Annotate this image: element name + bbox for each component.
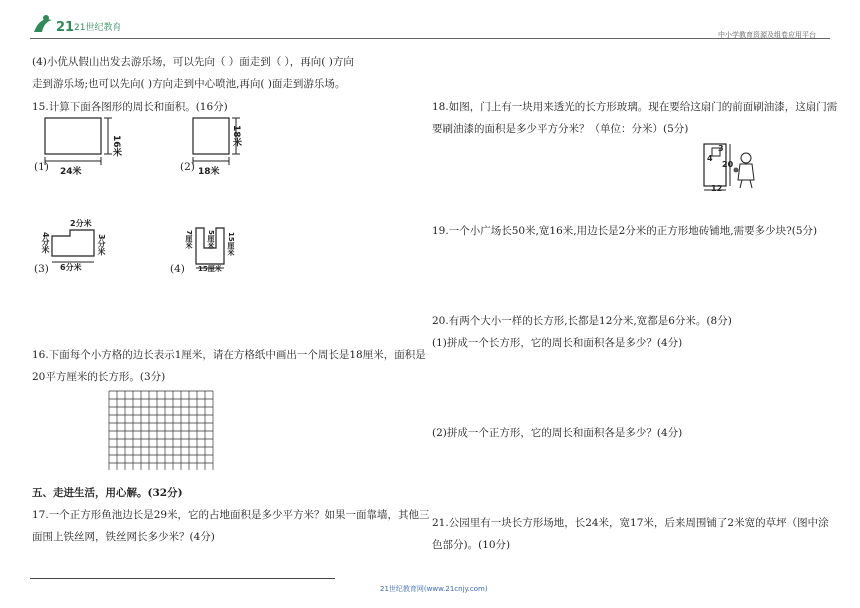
q17-line1: 17.一个正方形鱼池边长是29米，它的占地面积是多少平方米？如果一面靠墙，其他三 bbox=[32, 509, 430, 521]
fig1-label: (1) bbox=[34, 161, 49, 173]
header-platform-text: 中小学教育资源及组卷应用平台 bbox=[718, 31, 816, 39]
section5-heading: 五、走进生活，用心解。(32分) bbox=[32, 487, 183, 499]
fig4-middle-label: 5厘米 bbox=[207, 230, 215, 249]
fig4-bottom-label: 15厘米 bbox=[198, 265, 222, 273]
door-height-label: 20 bbox=[722, 160, 734, 169]
header-divider bbox=[30, 38, 830, 39]
q21-line2: 色部分)。(10分) bbox=[432, 539, 511, 551]
q21-line1: 21.公园里有一块长方形场地，长24米，宽17米，后来周围铺了2米宽的草坪（图中涂 bbox=[432, 517, 829, 529]
fig3-label: (3) bbox=[34, 263, 49, 275]
fig2-width-label: 18米 bbox=[198, 167, 220, 177]
site-logo bbox=[30, 12, 120, 40]
q17-line2: 面围上铁丝网，铁丝网长多少米？(4分) bbox=[32, 531, 215, 543]
q18-line1: 18.如图，门上有一块用来透光的长方形玻璃。现在要给这扇门的前面刷油漆，这扇门需 bbox=[432, 101, 838, 113]
door-glass-height: 4 bbox=[707, 154, 713, 163]
fig3-right-label: 3分米 bbox=[97, 234, 106, 256]
svg-text:21: 21 bbox=[56, 20, 75, 35]
fig1-height-label: 16米 bbox=[111, 135, 121, 157]
fig1-width-label: 24米 bbox=[60, 167, 82, 177]
grid-paper bbox=[108, 390, 216, 470]
q20-part1: (1)拼成一个长方形，它的周长和面积各是多少？(4分) bbox=[432, 337, 683, 349]
q20: 20.有两个大小一样的长方形,长都是12分米,宽都是6分米。(8分) bbox=[432, 315, 732, 327]
q14-4-line1: (4)小优从假山出发去游乐场，可以先向（ ）面走到（ ），再向( )方向 bbox=[32, 56, 354, 68]
q16-line1: 16.下面每个小方格的边长表示1厘米，请在方格纸中画出一个周长是18厘米，面积是 bbox=[32, 349, 426, 361]
footer-divider bbox=[30, 578, 335, 579]
door-glass-width: 3 bbox=[718, 144, 724, 153]
fig4-right-label: 15厘米 bbox=[227, 232, 235, 256]
fig4-left-label: 7厘米 bbox=[185, 230, 193, 249]
fig2-label: (2) bbox=[180, 161, 195, 173]
fig3-bottom-label: 6分米 bbox=[60, 263, 82, 272]
door-width-label: 12 bbox=[711, 184, 723, 193]
q18-line2: 要刷油漆的面积是多少平方分米？（单位：分米）(5分) bbox=[432, 123, 689, 135]
q15-title: 15.计算下面各图形的周长和面积。(16分) bbox=[32, 101, 228, 113]
q14-4-line2: 走到游乐场;也可以先向( )方向走到中心喷池,再向( )面走到游乐场。 bbox=[32, 78, 346, 90]
fig2-height-label: 18米 bbox=[231, 125, 241, 147]
footer-text: 21世纪教育网(www.21cnjy.com) bbox=[380, 585, 488, 593]
q16-line2: 20平方厘米的长方形。(3分) bbox=[32, 371, 166, 383]
fig3-left-label: 4分米 bbox=[41, 232, 50, 254]
fig3-top-label: 2分米 bbox=[70, 219, 92, 228]
q20-part2: (2)拼成一个正方形，它的周长和面积各是多少？(4分) bbox=[432, 427, 683, 439]
logo-text: 21世纪教育 bbox=[74, 23, 120, 33]
fig4-label: (4) bbox=[170, 263, 185, 275]
q19: 19.一个小广场长50米,宽16米,用边长是2分米的正方形地砖铺地,需要多少块?(5分) bbox=[432, 225, 818, 237]
